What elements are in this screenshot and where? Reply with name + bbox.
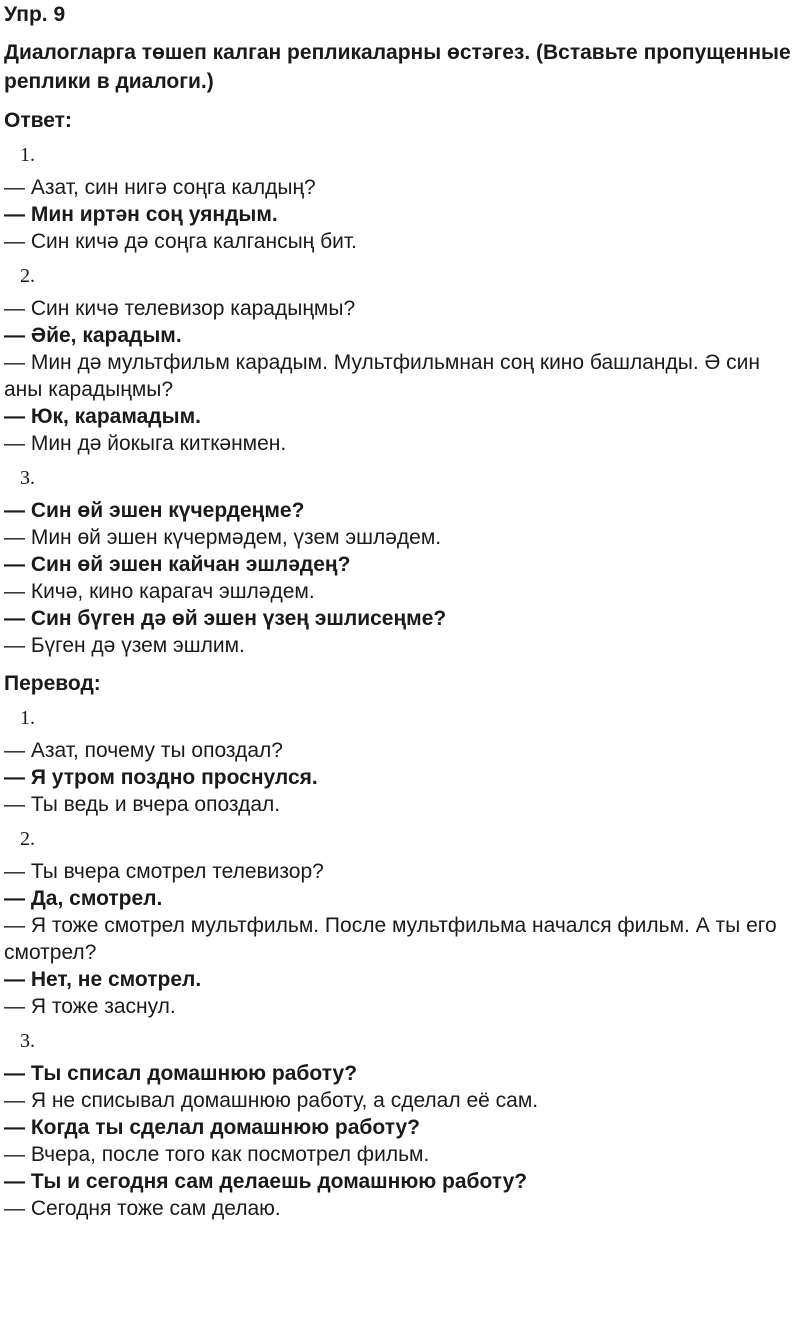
dialog-line: — Вчера, после того как посмотрел фильм. (4, 1143, 430, 1166)
dialog-line: — Кичә, кино карагач эшләдем. (4, 580, 315, 603)
dialog-number: 3. (20, 467, 35, 489)
dialog-line-inserted: — Нет, не смотрел. (4, 968, 202, 991)
dialog-number: 1. (20, 707, 35, 729)
dialog-line-inserted: — Син өй эшен кайчан эшләдең? (4, 553, 351, 576)
dialog-line: — Я тоже заснул. (4, 995, 176, 1018)
answer-dialogs (4, 142, 800, 659)
task-text: Диалогларга төшеп калган репликаларны өстәгез. (Вставьте пропущенные реплики в диалоги.) (4, 41, 791, 93)
dialog-line: — Син кичә дә соңга калгансың бит. (4, 230, 357, 253)
dialog-line-inserted: — Син өй эшен күчердеңме? (4, 499, 305, 522)
dialog-line-inserted: — Син бүген дә өй эшен үзең эшлисеңме? (4, 607, 447, 630)
dialog-line-inserted: — Әйе, карадым. (4, 324, 182, 347)
dialog-line-inserted: — Юк, карамадым. (4, 405, 201, 428)
dialog-line-inserted: — Я утром поздно проснулся. (4, 766, 318, 789)
dialog-line: — Ты вчера смотрел телевизор? (4, 860, 324, 883)
dialog-number: 2. (20, 265, 35, 287)
dialog-line: — Я не списывал домашнюю работу, а сделал её сам. (4, 1089, 539, 1112)
dialog-line-inserted: — Ты списал домашнюю работу? (4, 1062, 358, 1085)
translation-dialog-2 (4, 826, 800, 1020)
dialog-line: — Я тоже смотрел мультфильм. После мультфильма начался фильм. А ты его смотрел? (4, 914, 777, 964)
exercise-page (0, 2, 800, 1329)
dialog-line-inserted: — Ты и сегодня сам делаешь домашнюю работу? (4, 1170, 528, 1193)
dialog-line-inserted: — Да, смотрел. (4, 887, 163, 910)
answer-dialog-3 (4, 465, 800, 659)
dialog-line: — Бүген дә үзем эшлим. (4, 634, 245, 657)
exercise-title: Упр. 9 (4, 3, 66, 26)
translation-dialog-3 (4, 1028, 800, 1222)
dialog-line: — Мин дә мультфильм карадым. Мультфильмнан соң кино башланды. Ә син аны карадыңмы? (4, 351, 760, 401)
dialog-line-inserted: — Мин иртән соң уяндым. (4, 203, 278, 226)
translation-heading: Перевод: (4, 672, 101, 695)
answer-dialog-2 (4, 263, 800, 457)
answer-heading: Ответ: (4, 109, 72, 132)
dialog-line: — Ты ведь и вчера опоздал. (4, 793, 281, 816)
answer-dialog-1 (4, 142, 800, 255)
dialog-number: 3. (20, 1030, 35, 1052)
dialog-line: — Мин дә йокыга киткәнмен. (4, 432, 287, 455)
dialog-number: 1. (20, 144, 35, 166)
dialog-line: — Азат, почему ты опоздал? (4, 739, 283, 762)
dialog-number: 2. (20, 828, 35, 850)
dialog-line: — Азат, син нигә соңга калдың? (4, 176, 316, 199)
translation-dialogs (4, 705, 800, 1222)
translation-dialog-1 (4, 705, 800, 818)
dialog-line: — Син кичә телевизор карадыңмы? (4, 297, 356, 320)
dialog-line: — Мин өй эшен күчермәдем, үзем эшләдем. (4, 526, 442, 549)
dialog-line-inserted: — Когда ты сделал домашнюю работу? (4, 1116, 421, 1139)
dialog-line: — Сегодня тоже сам делаю. (4, 1197, 281, 1220)
